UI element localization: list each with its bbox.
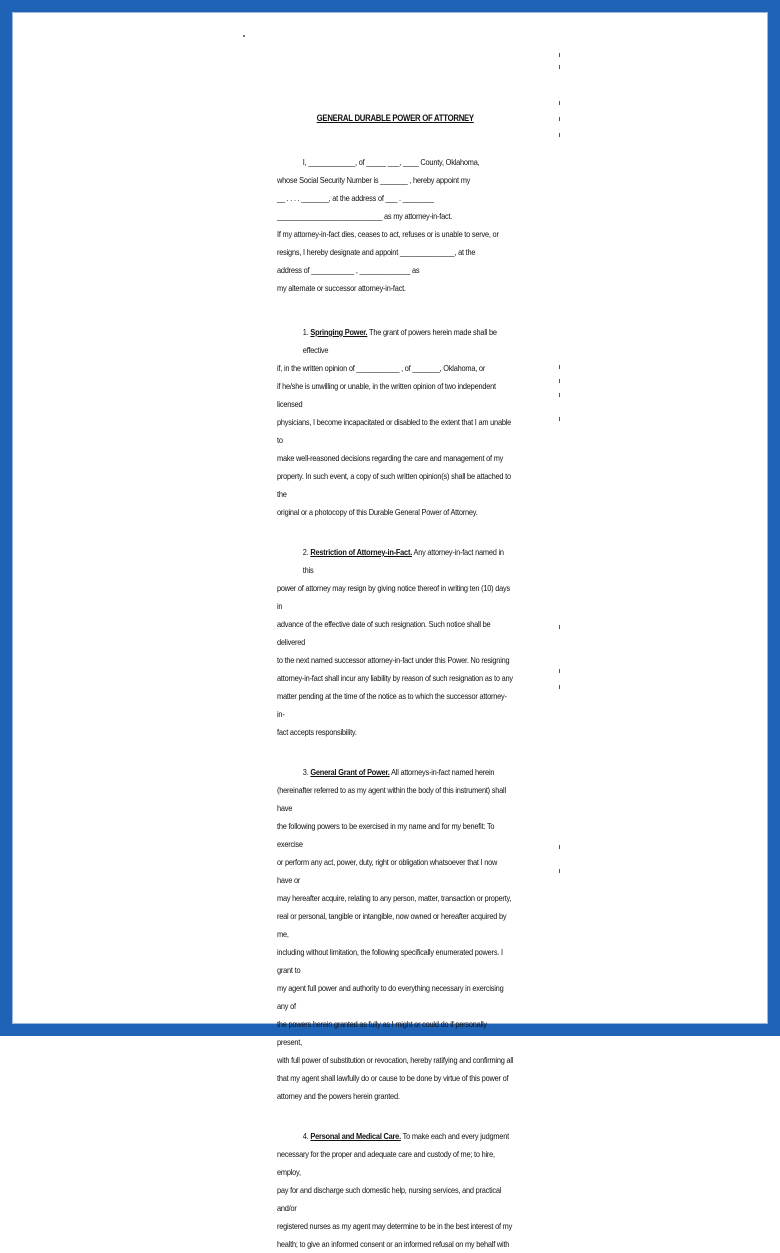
margin-mark — [559, 117, 560, 121]
text-line: with full power of substitution or revocation, hereby ratifying and confirming all — [277, 1055, 514, 1065]
text-line: or perform any act, power, duty, right or obligation whatsoever that I now have or — [277, 857, 498, 885]
text-line: original or a photocopy of this Durable General Power of Attorney. — [277, 507, 478, 517]
text-line: make well-reasoned decisions regarding the care and management of my — [277, 453, 504, 463]
text-line: power of attorney may resign by giving notice thereof in writing ten (10) days in — [277, 583, 511, 611]
text-line: matter pending at the time of the notice as to which the successor attorney-in- — [277, 691, 507, 719]
section-heading: Personal and Medical Care. — [310, 1131, 401, 1141]
document-body — [277, 109, 514, 1253]
margin-mark — [559, 65, 560, 69]
document-page — [12, 12, 768, 1249]
text-line: attorney-in-fact shall incur any liability by reason of such resignation as to any — [277, 673, 513, 683]
text-line: advance of the effective date of such resignation. Such notice shall be delivered — [277, 619, 491, 647]
margin-mark — [559, 393, 560, 397]
text-line: necessary for the proper and adequate care and custody of me; to hire, employ, — [277, 1149, 495, 1177]
text-line: including without limitation, the following specifically enumerated powers. I grant to — [277, 947, 503, 975]
text-line: To make each and every judgment — [402, 1131, 509, 1141]
margin-mark — [559, 845, 560, 849]
text-line: health; to give an informed consent or an informed refusal on my behalf with — [277, 1239, 510, 1249]
text-line: resigns, I hereby designate and appoint ______________, at the — [277, 247, 476, 257]
margin-mark — [559, 625, 560, 629]
margin-mark — [559, 53, 560, 57]
margin-mark — [559, 417, 560, 421]
text-line: the following powers to be exercised in my name and for my benefit: To exercise — [277, 821, 495, 849]
section-number: 3. — [302, 767, 309, 777]
section-first-line — [277, 543, 514, 579]
margin-mark — [559, 685, 560, 689]
text-line: that my agent shall lawfully do or cause to be done by virtue of this power of — [277, 1073, 509, 1083]
text-line: All attorneys-in-fact named herein — [391, 767, 495, 777]
text-line: attorney and the powers herein granted. — [277, 1091, 400, 1101]
section-heading: Springing Power. — [310, 327, 368, 337]
section-number: 4. — [302, 1131, 309, 1141]
text-line: may hereafter acquire, relating to any person, matter, transaction or property, — [277, 893, 512, 903]
text-line: my agent full power and authority to do everything necessary in exercising any of — [277, 983, 504, 1011]
margin-mark — [559, 365, 560, 369]
text-line: the powers herein granted as fully as I might or could do if personally present, — [277, 1019, 487, 1047]
section-heading: General Grant of Power. — [310, 767, 390, 777]
text-line: address of ___________ , _____________ as — [277, 265, 420, 275]
text-line: property. In such event, a copy of such written opinion(s) shall be attached to the — [277, 471, 511, 499]
text-line: If my attorney-in-fact dies, ceases to act, refuses or is unable to serve, or — [277, 229, 499, 239]
scan-speck — [243, 35, 245, 37]
section-general-grant — [277, 763, 514, 1105]
text-line: ___________________________ as my attorney-in-fact. — [277, 211, 453, 221]
section-first-line — [277, 1127, 514, 1145]
section-first-line — [277, 323, 514, 359]
margin-mark — [559, 101, 560, 105]
text-line: fact accepts responsibility. — [277, 727, 357, 737]
text-line: if, in the written opinion of ___________ , of _______, Oklahoma, or — [277, 363, 486, 373]
text-line: The grant of powers herein made shall be effective — [302, 327, 497, 355]
text-line: Any attorney-in-fact named in this — [302, 547, 504, 575]
section-heading: Restriction of Attorney-in-Fact. — [310, 547, 413, 557]
text-line: whose Social Security Number is _______ , hereby appoint my — [277, 175, 471, 185]
text-line: if he/she is unwilling or unable, in the written opinion of two independent licensed — [277, 381, 496, 409]
margin-mark — [559, 379, 560, 383]
section-springing-power — [277, 323, 514, 521]
text-line: physicians, I become incapacitated or disabled to the extent that I am unable to — [277, 417, 512, 445]
section-number: 2. — [302, 547, 309, 557]
margin-mark — [559, 133, 560, 137]
section-personal-medical-care — [277, 1127, 514, 1253]
text-line: (hereinafter referred to as my agent within the body of this instrument) shall have — [277, 785, 506, 813]
text-line: I, ____________, of _____ ___, ____ County, Oklahoma, — [302, 157, 480, 167]
document-title: GENERAL DURABLE POWER OF ATTORNEY — [316, 113, 474, 123]
text-line: __ . . . . _______, at the address of ___ . ________ — [277, 193, 434, 203]
intro-paragraph — [277, 153, 514, 297]
margin-mark — [559, 869, 560, 873]
text-line: real or personal, tangible or intangible, now owned or hereafter acquired by me, — [277, 911, 507, 939]
text-line: registered nurses as my agent may determine to be in the best interest of my — [277, 1221, 513, 1231]
section-first-line — [277, 763, 514, 781]
text-line: to the next named successor attorney-in-fact under this Power. No resigning — [277, 655, 510, 665]
text-line: my alternate or successor attorney-in-fact. — [277, 283, 406, 293]
text-line: pay for and discharge such domestic help, nursing services, and practical and/or — [277, 1185, 502, 1213]
section-restriction — [277, 543, 514, 741]
margin-mark — [559, 669, 560, 673]
section-number: 1. — [302, 327, 309, 337]
